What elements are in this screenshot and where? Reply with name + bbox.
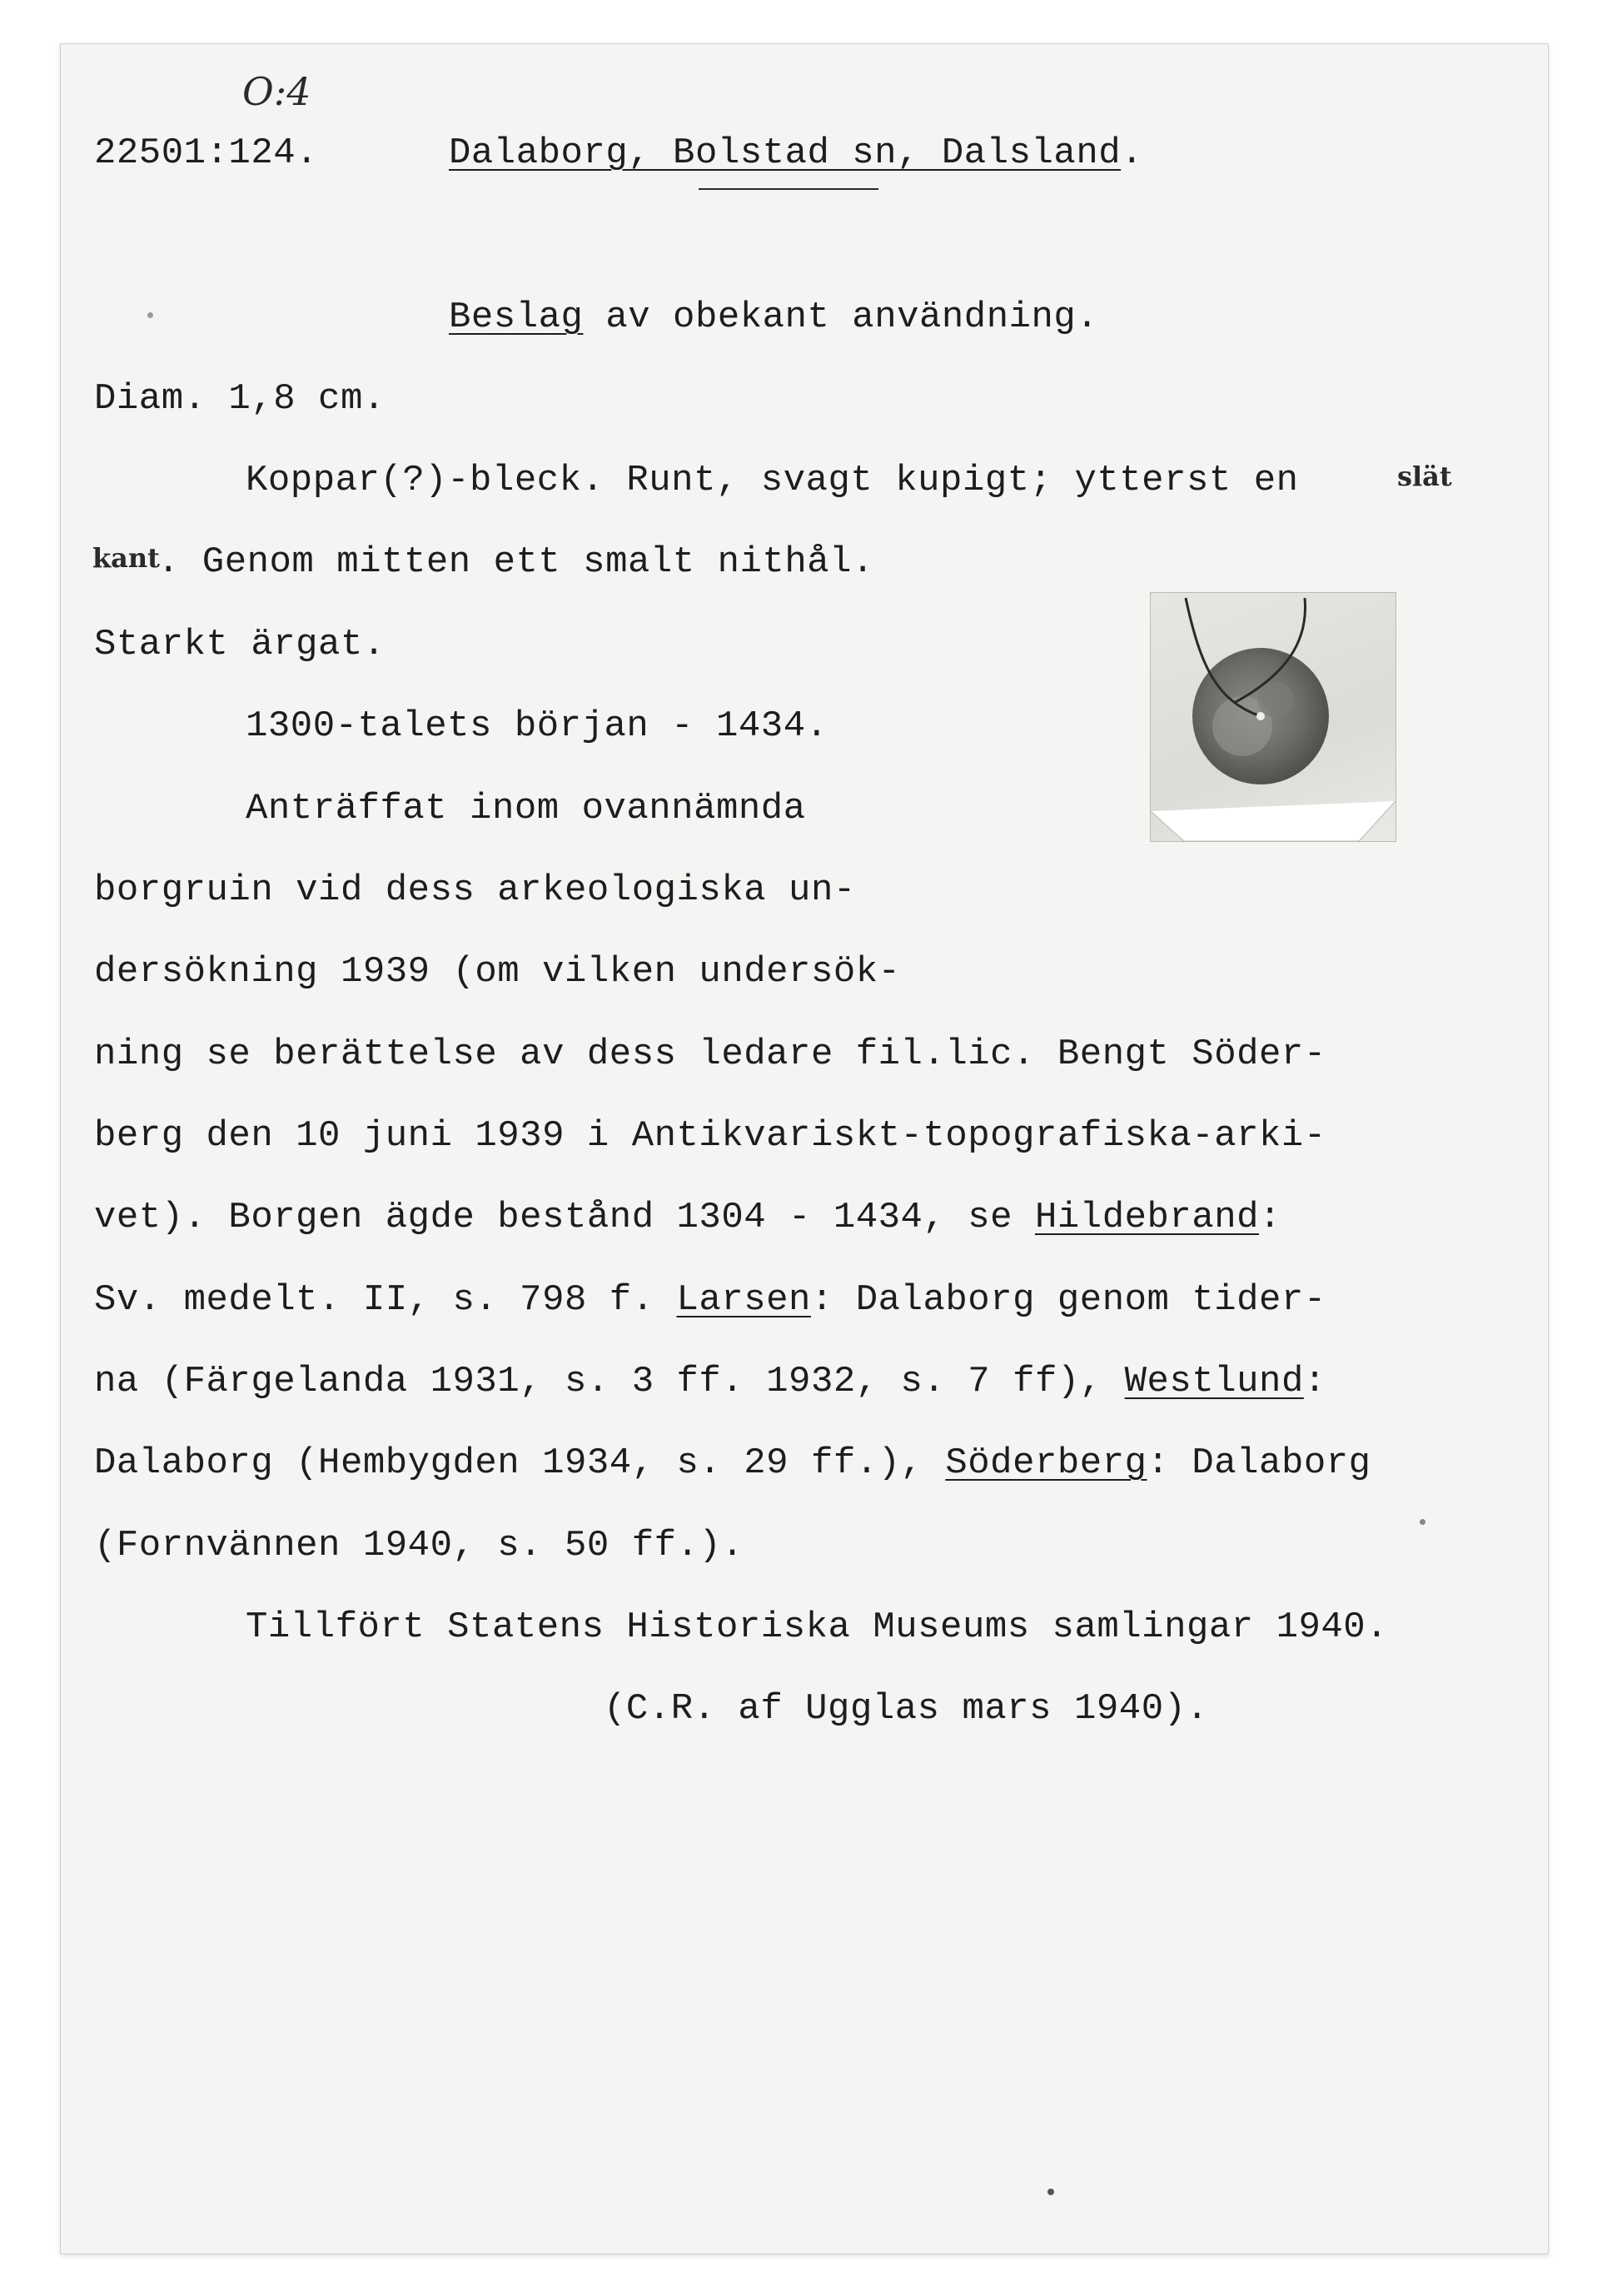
reference-text: Sv. medelt. II, s. 798 f. xyxy=(94,1279,677,1321)
reference-line-9 xyxy=(94,1440,1371,1487)
object-name: Beslag xyxy=(449,296,584,338)
heading-place-name: Dalaborg, Bolstad sn, Dalsland xyxy=(449,132,1122,174)
reference-author-hildebrand: Hildebrand xyxy=(1034,1197,1260,1238)
reference-text: : Dalaborg genom tider- xyxy=(810,1279,1326,1321)
handwritten-insert-slat: slät xyxy=(1397,461,1452,492)
reference-text: Dalaborg (Hembygden 1934, s. 29 ff.), xyxy=(94,1442,946,1484)
reference-line-6 xyxy=(94,1194,1281,1241)
desc-line-1: Koppar(?)-bleck. Runt, svagt kupigt; ytterst en xyxy=(246,460,1299,501)
found-line-5: berg den 10 juni 1939 i Antikvariskt-topografiska-arki- xyxy=(94,1115,1326,1157)
reference-line-10: (Fornvännen 1940, s. 50 ff.). xyxy=(94,1525,744,1566)
signature: (C.R. af Ugglas mars 1940). xyxy=(604,1688,1209,1730)
diameter: Diam. 1,8 cm. xyxy=(94,378,386,420)
reference-text: : xyxy=(1303,1361,1326,1402)
found-line-2: borgruin vid dess arkeologiska un- xyxy=(94,869,856,911)
found-line-1: Anträffat inom ovannämnda xyxy=(246,788,806,829)
catalog-number: 22501:124. xyxy=(94,132,319,174)
reference-text: vet). Borgen ägde bestånd 1304 - 1434, se xyxy=(94,1197,1035,1238)
catalog-card xyxy=(60,43,1549,2254)
handwritten-insert-kant: kant xyxy=(92,542,160,574)
paper-speck xyxy=(147,312,153,318)
desc-line-2: . Genom mitten ett smalt nithål. xyxy=(157,541,874,583)
paper-speck xyxy=(1047,2189,1054,2195)
accession-note: Tillfört Statens Historiska Museums samlingar 1940. xyxy=(246,1606,1389,1648)
dating: 1300-talets början - 1434. xyxy=(246,705,828,747)
object-photo xyxy=(1150,592,1396,842)
heading-divider xyxy=(699,188,878,190)
reference-text: na (Färgelanda 1931, s. 3 ff. 1932, s. 7 ff), xyxy=(94,1361,1125,1402)
reference-author-larsen: Larsen xyxy=(676,1279,811,1321)
reference-author-westlund: Westlund xyxy=(1124,1361,1304,1402)
object-description: av obekant användning. xyxy=(583,296,1099,338)
handwritten-card-number: O:4 xyxy=(242,69,311,114)
fitting-image xyxy=(1151,593,1396,841)
heading-place xyxy=(449,130,1143,177)
found-line-4: ning se berättelse av dess ledare fil.lic. Bengt Söder- xyxy=(94,1033,1326,1075)
reference-text: : xyxy=(1259,1197,1281,1238)
object-title xyxy=(449,294,1098,341)
reference-author-soderberg: Söderberg xyxy=(945,1442,1147,1484)
reference-text: : Dalaborg xyxy=(1147,1442,1371,1484)
heading-place-end: . xyxy=(1121,132,1144,174)
reference-line-7 xyxy=(94,1277,1326,1323)
desc-line-3: Starkt ärgat. xyxy=(94,624,386,665)
reference-line-8 xyxy=(94,1358,1326,1405)
found-line-3: dersökning 1939 (om vilken undersök- xyxy=(94,951,901,993)
paper-speck xyxy=(1420,1519,1425,1525)
